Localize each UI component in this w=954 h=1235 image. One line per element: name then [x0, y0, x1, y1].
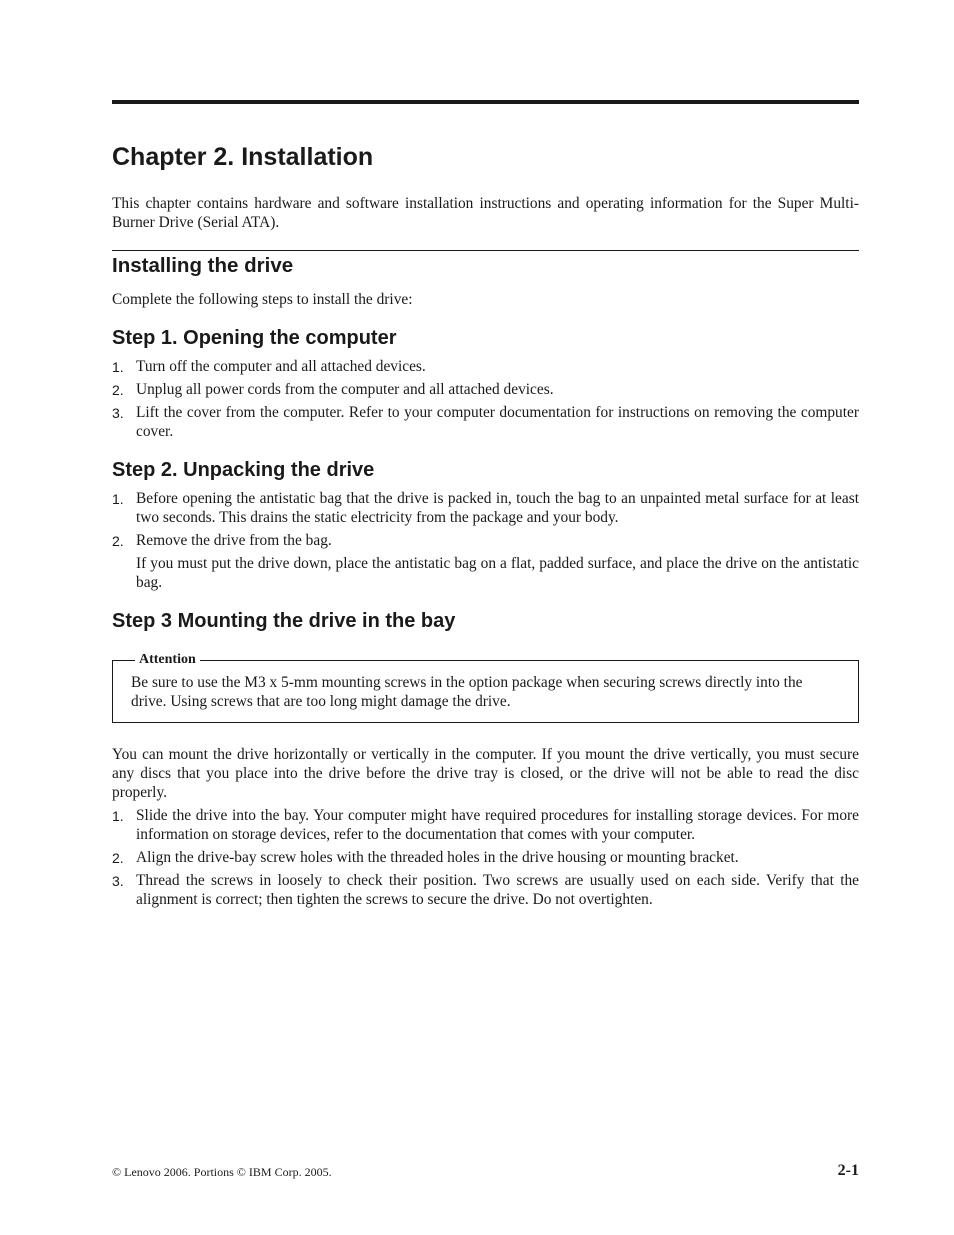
list-item — [112, 848, 859, 867]
list-item — [112, 357, 859, 376]
section-rule — [112, 250, 859, 251]
list-text: Thread the screws in loosely to check their position. Two screws are usually used on each side. Verify that the alignment is correct; then tighten the screws to secure the drive. Do not overtighten. — [136, 872, 859, 908]
step2-title: Step 2. Unpacking the drive — [112, 459, 375, 481]
list-text: Before opening the antistatic bag that the drive is packed in, touch the bag to an unpainted metal surface for at least two seconds. This drains the static electricity from the package and your body. — [136, 490, 859, 526]
step1-list — [112, 357, 859, 441]
list-number: 2. — [112, 533, 124, 549]
list-followup-text: If you must put the drive down, place the antistatic bag on a flat, padded surface, and place the drive on the antistatic bag. — [136, 555, 859, 591]
attention-text: Be sure to use the M3 x 5-mm mounting screws in the option package when securing screws directly into the drive. Using screws that are too long might damage the drive. — [131, 674, 803, 710]
section-title: Installing the drive — [112, 254, 294, 277]
list-number: 1. — [112, 808, 124, 824]
footer-copyright: © Lenovo 2006. Portions © IBM Corp. 2005. — [112, 1165, 332, 1179]
top-rule — [112, 100, 859, 104]
page-number: 2-1 — [837, 1162, 859, 1179]
list-text: Remove the drive from the bag. — [136, 532, 332, 549]
list-text: Unplug all power cords from the computer and all attached devices. — [136, 381, 554, 398]
step2-list — [112, 489, 859, 592]
list-number: 3. — [112, 405, 124, 421]
list-item — [112, 806, 859, 844]
step3-title: Step 3 Mounting the drive in the bay — [112, 610, 456, 632]
list-number: 2. — [112, 382, 124, 398]
list-number: 2. — [112, 850, 124, 866]
list-text: Align the drive-bay screw holes with the threaded holes in the drive housing or mounting bracket. — [136, 849, 739, 866]
attention-notice — [112, 652, 859, 723]
attention-label: Attention — [135, 652, 200, 668]
list-item — [112, 403, 859, 441]
list-item — [112, 531, 859, 592]
list-text: Slide the drive into the bay. Your computer might have required procedures for installing storage devices. For more information on storage devices, refer to the documentation that comes with your computer. — [136, 807, 859, 843]
step1-title: Step 1. Opening the computer — [112, 327, 397, 349]
list-number: 1. — [112, 491, 124, 507]
section-intro: Complete the following steps to install the drive: — [112, 291, 413, 308]
list-text: Turn off the computer and all attached devices. — [136, 358, 426, 375]
step3-list — [112, 806, 859, 909]
list-text: Lift the cover from the computer. Refer to your computer documentation for instructions on removing the computer cover. — [136, 404, 859, 440]
list-item — [112, 871, 859, 909]
mounting-paragraph: You can mount the drive horizontally or vertically in the computer. If you mount the drive vertically, you must secure any discs that you place into the drive before the drive tray is closed, or the drive will not be able to read the disc properly. — [112, 746, 859, 801]
document-page — [112, 0, 859, 1235]
list-number: 3. — [112, 873, 124, 889]
list-number: 1. — [112, 359, 124, 375]
list-item — [112, 380, 859, 399]
intro-paragraph: This chapter contains hardware and software installation instructions and operating information for the Super Multi-Burner Drive (Serial ATA). — [112, 195, 859, 231]
chapter-title: Chapter 2. Installation — [112, 143, 374, 171]
list-item — [112, 489, 859, 527]
